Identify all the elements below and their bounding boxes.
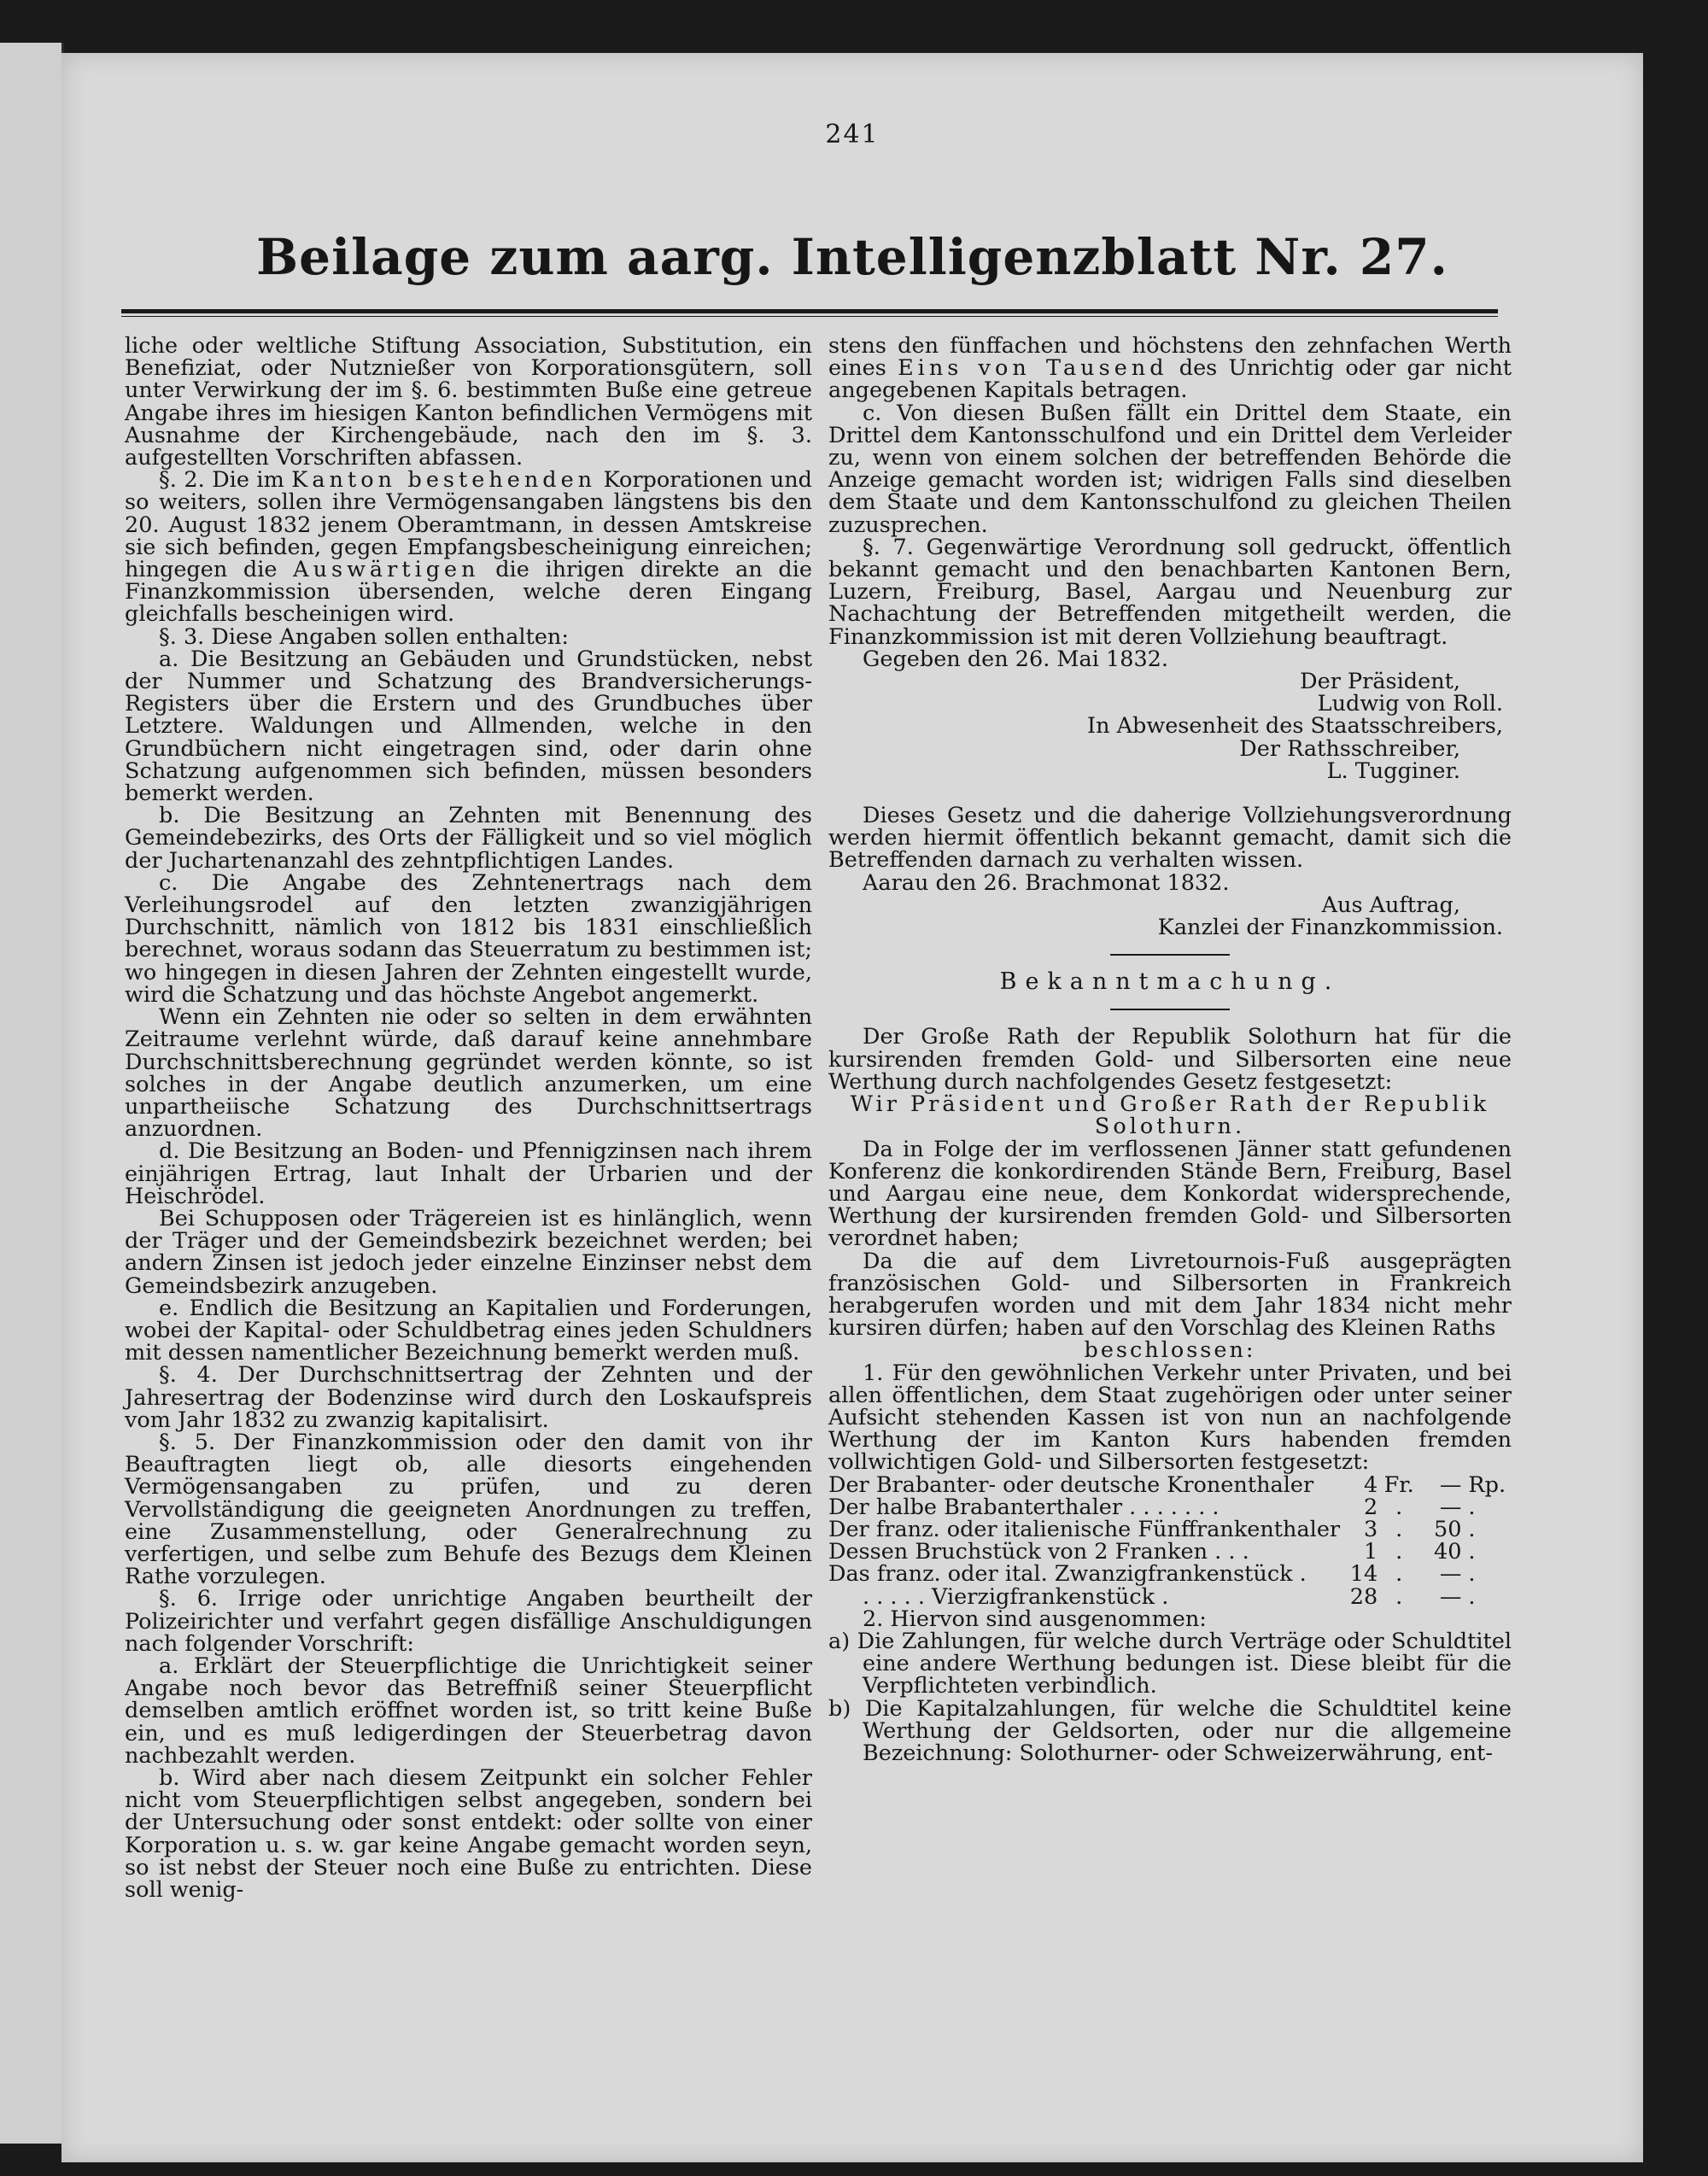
right-column [828, 335, 1512, 1764]
page-number: 241 [825, 120, 880, 149]
table-row: Der Brabanter- oder deutsche Kronenthaler 4 Fr. — Rp. [828, 1471, 1506, 1498]
page-title: Beilage zum aarg. Intelligenzblatt Nr. 27. [256, 228, 1448, 286]
paragraph-item: c. Von diesen Bußen fällt ein Drittel dem Staate, ein Drittel dem Kantonsschulfond und ein Drittel dem Verleider zu, wenn von einem solchen der betreffenden Behörde die Anzeige gemacht worden ist; widrigen Falls sind dieselben dem Staate und dem Kantonsschulfond zu gleichen Theilen zuzusprechen. [828, 400, 1512, 538]
paragraph-section-2: §. 2. Die im Kanton bestehenden Korporationen und so weiters, sollen ihre Vermögensangaben längstens bis den 20. August 1832 jenem Oberamtmann, in dessen Amtskreise sie sich befinden, gegen Empfangsbescheinigung einreichen; hingegen die Auswärtigen die ihrigen direkte an die Finanzkommission übersenden, welche deren Eingang gleichfalls bescheinigen wird. [125, 467, 812, 628]
paragraph: stens den fünffachen und höchstens den zehnfachen Werth eines Eins von Tausend des Unrichtig oder gar nicht angegebenen Kapitals betragen. [828, 333, 1512, 404]
coin-rate-table [828, 1471, 1512, 1610]
signature-title: Der Rathsschreiber, [1239, 735, 1460, 762]
publication-note: Dieses Gesetz und die daherige Vollziehungsverordnung werden hiermit öffentlich bekannt gemacht, damit sich die Betreffenden darnach zu verhalten wissen. [828, 803, 1512, 874]
date-line: Aarau den 26. Brachmonat 1832. [863, 869, 1230, 896]
paragraph-section-5: §. 5. Der Finanzkommission oder den damit von ihr Beauftragten liegt ob, alle diesorts eingehenden Vermögensangaben zu prüfen, und zu deren Vervollständigung die geeigneten Anordnungen zu treffen, eine Zusammenstellung, oder Generalrechnung zu verfertigen, und selbe zum Behufe des Bezugs dem Kleinen Rathe vorzulegen. [125, 1429, 812, 1590]
date-line: Gegeben den 26. Mai 1832. [863, 646, 1168, 672]
paragraph-item: b. Die Besitzung an Zehnten mit Benennung des Gemeindebezirks, des Orts der Fälligkeit und so viel möglich der Juchartenanzahl des zehntpflichtigen Landes. [125, 803, 812, 874]
table-row: . . . . . Vierzigfrankenstück . 28 . — . [863, 1583, 1476, 1610]
paragraph-item: a. Die Besitzung an Gebäuden und Grundstücken, nebst der Nummer und Schatzung des Brandversicherungs-Registers über die Erstern und des Grundbuches über Letztere. Waldungen und Allmenden, welche in den Grundbüchern nicht eingetragen sind, oder darin ohne Schatzung aufgenommen sich befinden, müssen besonders bemerkt werden. [125, 646, 812, 807]
paragraph-item: b) Die Kapitalzahlungen, für welche die Schuldtitel keine Werthung der Geldsorten, oder nur die allgemeine Bezeichnung: Solothurner- oder Schweizerwährung, ent- [828, 1695, 1512, 1766]
title-rule [121, 309, 1498, 317]
signature-title: In Abwesenheit des Staatsschreibers, [1087, 713, 1503, 740]
paragraph-section-4: §. 4. Der Durchschnittsertrag der Zehnten und der Jahresertrag der Bodenzinse wird durch den Loskaufspreis vom Jahr 1832 zu zwanzig kapitalisirt. [125, 1362, 812, 1433]
document-page [61, 53, 1643, 2162]
table-row: Der halbe Brabanterthaler . . . . . . . 2 . — . [828, 1494, 1476, 1520]
paragraph-item: Bei Schupposen oder Trägereien ist es hinlänglich, wenn der Träger und der Gemeindsbezirk bezeichnet werden; bei andern Zinsen ist jedoch jeder einzelne Einzinser nebst dem Gemeindsbezirk anzugeben. [125, 1205, 812, 1299]
paragraph-item: a) Die Zahlungen, für welche durch Verträge oder Schuldtitel eine andere Werthung bedungen ist. Diese bleibt für die Verpflichteten verbindlich. [828, 1628, 1512, 1699]
signature-name: L. Tugginer. [1326, 758, 1460, 784]
paragraph-section-3: §. 3. Diese Angaben sollen enthalten: [159, 623, 569, 650]
section-divider [1110, 954, 1230, 956]
decree-title: Wir Präsident und Großer Rath der Republik Solothurn. [850, 1091, 1490, 1140]
paragraph-item: b. Wird aber nach diesem Zeitpunkt ein solcher Fehler nicht vom Steuerpflichtigen selbst angegeben, sondern bei der Untersuchung oder sonst entdekt: oder sollte von einer Korporation u. s. w. gar keine Angabe gemacht worden seyn, so ist nebst der Steuer noch eine Buße zu entrichten. Diese soll wenig- [125, 1765, 812, 1904]
paragraph-item: a. Erklärt der Steuerpflichtige die Unrichtigkeit seiner Angabe noch bevor das Betreffniß seiner Steuerpflicht demselben amtlich eröffnet worden ist, so tritt keine Buße ein, und es muß ledigerdingen der Steuerbetrag davon nachbezahlt werden. [125, 1652, 812, 1769]
signature-name: Kanzlei der Finanzkommission. [1157, 915, 1503, 941]
section-divider [1110, 1009, 1230, 1010]
paragraph: 1. Für den gewöhnlichen Verkehr unter Privaten, und bei allen öffentlichen, dem Staat zugehörigen oder unter seiner Aufsicht stehenden Kassen ist von nun an nachfolgende Werthung der im Kanton Kurs habenden fremden vollwichtigen Gold- und Silbersorten festgesetzt: [828, 1360, 1512, 1476]
paragraph: Da in Folge der im verflossenen Jänner statt gefundenen Konferenz die konkordirenden Stände Bern, Freiburg, Basel und Aargau eine neue, dem Konkordat widersprechende, Werthung der kursirenden fremden Gold- und Silbersorten verordnet haben; [828, 1136, 1512, 1252]
paragraph-item: Wenn ein Zehnten nie oder so selten in dem erwähnten Zeitraume verlehnt würde, daß darauf keine annehmbare Durchschnittsberechnung gegründet werden könnte, so ist solches in der Angabe deutlich anzumerken, um eine unpartheiische Schatzung des Durchschnittsertrags anzuordnen. [125, 1004, 812, 1143]
signature-title: Aus Auftrag, [1321, 892, 1460, 918]
signature-title: Der Präsident, [1300, 669, 1460, 695]
left-column [125, 333, 812, 1904]
paragraph: Der Große Rath der Republik Solothurn hat für die kursirenden fremden Gold- und Silbersorten eine neue Werthung durch nachfolgendes Gesetz festgesetzt: [828, 1024, 1512, 1095]
paragraph: 2. Hiervon sind ausgenommen: [863, 1606, 1207, 1632]
paragraph-section-7: §. 7. Gegenwärtige Verordnung soll gedruckt, öffentlich bekannt gemacht und den benachbarten Kantonen Bern, Luzern, Freiburg, Basel, Aargau und Neuenburg zur Nachachtung der Betreffenden mitgetheilt werden, die Finanzkommission ist mit deren Vollziehung beauftragt. [828, 534, 1512, 650]
paragraph: Da die auf dem Livretournois-Fuß ausgeprägten französischen Gold- und Silbersorten in Frankreich herabgerufen worden und mit dem Jahr 1834 nicht mehr kursiren dürfen; haben auf den Vorschlag des Kleinen Raths [828, 1248, 1512, 1342]
table-row: Der franz. oder italienische Fünffrankenthaler 3 . 50 . [828, 1516, 1476, 1542]
paragraph-item: d. Die Besitzung an Boden- und Pfennigzinsen nach ihrem einjährigen Ertrag, laut Inhalt der Urbarien und der Heischrödel. [125, 1138, 812, 1209]
book-spine [0, 43, 64, 2144]
paragraph-section-6: §. 6. Irrige oder unrichtige Angaben beurtheilt der Polizeirichter und verfahrt gegen disfällige Anschuldigungen nach folgender Vorschrift: [125, 1586, 812, 1657]
signature-name: Ludwig von Roll. [1317, 691, 1503, 717]
section-heading: Bekanntmachung. [999, 968, 1341, 996]
paragraph: liche oder weltliche Stiftung Association, Substitution, ein Benefiziat, oder Nutznießer von Korporationsgütern, soll unter Verwirkung der im §. 6. bestimmten Buße eine getreue Angabe ihres im hiesigen Kanton befindlichen Vermögens mit Ausnahme der Kirchengebäude, nach den im §. 3. aufgestellten Vorschriften abfassen. [125, 333, 812, 471]
paragraph-item: e. Endlich die Besitzung an Kapitalien und Forderungen, wobei der Kapital- oder Schuldbetrag eines jeden Schuldners mit dessen namentlicher Bezeichnung bemerkt werden muß. [125, 1295, 812, 1366]
table-row: Das franz. oder ital. Zwanzigfrankenstück . 14 . — . [828, 1561, 1476, 1588]
paragraph-item: c. Die Angabe des Zehntenertrags nach dem Verleihungsrodel auf den letzten zwanzigjährigen Durchschnitt, nämlich von 1812 bis 1831 einschließlich berechnet, woraus sodann das Steuerratum zu bestimmen ist; wo hingegen in diesen Jahren der Zehnten eingestellt wurde, wird die Schatzung und das höchste Angebot angemerkt. [125, 869, 812, 1008]
table-row: Dessen Bruchstück von 2 Franken . . . 1 . 40 . [828, 1539, 1476, 1565]
decree-resolution: beschlossen: [1084, 1337, 1256, 1364]
